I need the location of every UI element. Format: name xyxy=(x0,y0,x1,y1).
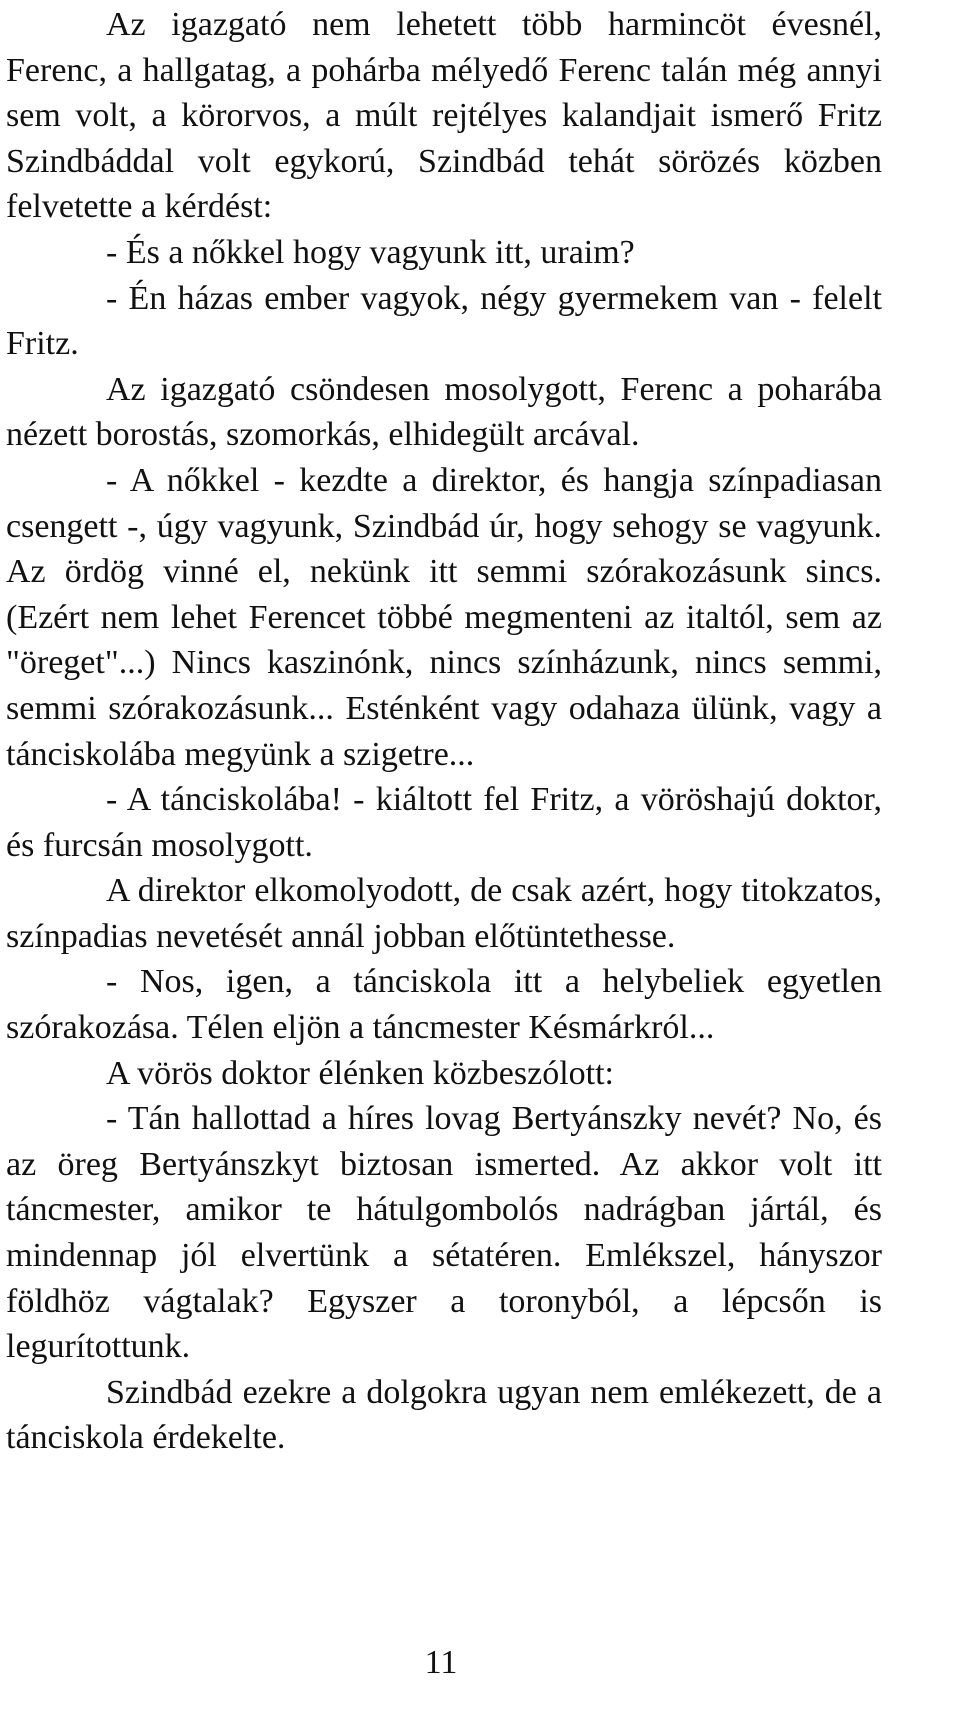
paragraph: Az igazgató nem lehetett több harmincöt évesnél, Ferenc, a hallgatag, a pohárba mélyedő Ferenc talán még annyi sem volt, a körorvos, a múlt rejtélyes kalandjait ismerő Fritz Szindbáddal volt egykorú, Szindbád tehát sörözés közben felvetette a kérdést: xyxy=(6,6,882,226)
paragraph: - A tánciskolába! - kiáltott fel Fritz, a vöröshajú doktor, és furcsán mosolygott. xyxy=(6,781,882,864)
paragraph: Szindbád ezekre a dolgokra ugyan nem emlékezett, de a tánciskola érdekelte. xyxy=(6,1373,882,1457)
paragraph: A vörös doktor élénken közbeszólott: xyxy=(106,1054,615,1092)
paragraph: A direktor elkomolyodott, de csak azért, hogy titokzatos, színpadias nevetését annál jobban előtüntethesse. xyxy=(6,872,882,955)
paragraph: - Nos, igen, a tánciskola itt a helybeliek egyetlen szórakozása. Télen eljön a táncmester Késmárkról... xyxy=(6,963,882,1047)
body-text xyxy=(6,2,882,1461)
paragraph: - Tán hallottad a híres lovag Bertyánszky nevét? No, és az öreg Bertyánszkyt biztosan ismerted. Az akkor volt itt táncmester, amikor te hátulgombolós nadrágban jártál, és mindennap jól elvertünk a sétatéren. Emlékszel, hányszor földhöz vágtalak? Egyszer a toronyból, a lépcsőn is legurítottunk. xyxy=(6,1100,882,1366)
paragraph: - Én házas ember vagyok, négy gyermekem van - felelt Fritz. xyxy=(6,279,882,363)
paragraph: - A nőkkel - kezdte a direktor, és hangja színpadiasan csengett -, úgy vagyunk, Szindbád úr, hogy sehogy se vagyunk. Az ördög vinné el, nekünk itt semmi szórakozásunk sincs. (Ezért nem lehet Ferencet többé megmenteni az italtól, sem az "öreget"...) Nincs kaszinónk, nincs színházunk, nincs semmi, semmi szórakozásunk... Esténként vagy odahaza ülünk, vagy a tánciskolába megyünk a szigetre... xyxy=(6,461,882,773)
paragraph: Az igazgató csöndesen mosolygott, Ferenc a poharába nézett borostás, szomorkás, elhidegült arcával. xyxy=(6,370,882,454)
page-number: 11 xyxy=(424,1644,458,1681)
paragraph: - És a nőkkel hogy vagyunk itt, uraim? xyxy=(106,233,635,271)
